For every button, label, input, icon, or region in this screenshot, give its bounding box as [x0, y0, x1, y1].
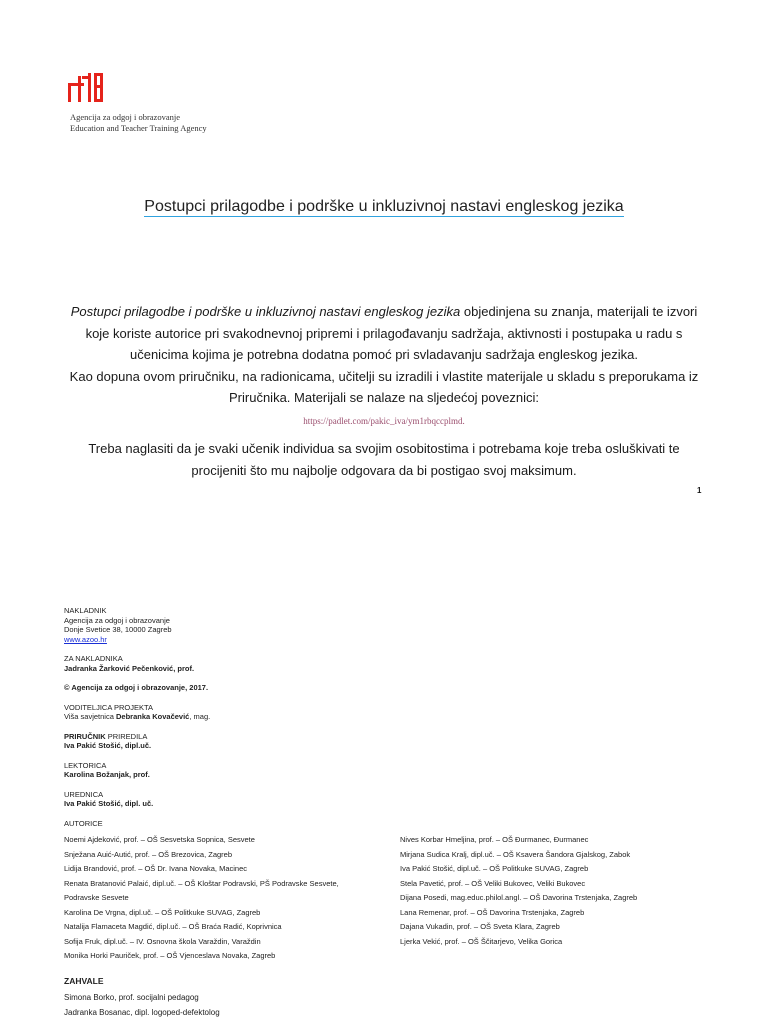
handbook-block — [64, 732, 210, 751]
page-number: 1 — [697, 486, 702, 495]
acknowledgements — [64, 974, 220, 1021]
agency-name-en: Education and Teacher Training Agency — [70, 123, 207, 133]
intro-italic-title: Postupci prilagodbe i podrške u inkluzivnoj nastavi engleskog jezika — [70, 304, 461, 319]
for-publisher-name: Jadranka Žarković Pečenković, prof. — [64, 663, 195, 673]
handbook-editor: Iva Pakić Stošić, dipl.uč. — [64, 741, 152, 750]
project-lead-name: Debranka Kovačević — [115, 712, 190, 721]
imprint — [64, 606, 210, 828]
proofreader-block — [64, 761, 210, 780]
author-entry: Mirjana Sudica Kralj, dipl.uč. – OŠ Ksavera Šandora Gjalskog, Zabok — [400, 849, 631, 859]
project-lead-suffix: , mag. — [189, 712, 211, 721]
author-entry: Nives Korbar Hmeljina, prof. – OŠ Đurmanec, Đurmanec — [400, 835, 589, 844]
intro-paragraph-1 — [62, 301, 706, 366]
project-lead-label: VODITELJICA PROJEKTA — [64, 702, 154, 712]
agency-logo-mark — [68, 73, 104, 108]
author-entry: Noemi Ajdeković, prof. – OŠ Sesvetska Sopnica, Sesvete — [64, 835, 255, 844]
intro-p1-text: objedinjena su znanja, materijali te izvori koje koriste autorice pri svakodnevnoj pripremi i prilagođavanju sadržaja, aktivnosti i postupaka u radu s učenicima kojima je potrebna dodatna pomoć pri svladavanju sadržaja engleskog jezika. — [85, 304, 698, 362]
intro-section: Postupci prilagodbe i podrške u inkluzivnoj nastavi engleskog jezika objedinjena su znanja, materijali te izvori koje koriste autorice pri svakodnevnoj pripremi i prilagođavanju sadržaja, aktivnosti i postupaka u radu s učenicima kojima je potrebna dodatna pomoć pri svladavanju sadržaja engleskog jezika. Kao dopuna ovom priručniku, na radionicama, učitelji su izradili i vlastite materijale u skladu s preporukama iz Priručnika. Materijali se nalaze na sljedećoj poveznici: https://padlet.com/pakic_iva/ym1rbqccplmd. Treba naglasiti da je svaki učenik individua sa svojim osobitostima i potrebama koje treba osluškivati te procijeniti što mu najbolje odgovara da bi postigao svoj maksimum. — [62, 301, 706, 481]
author-entry: Dijana Posedi, mag.educ.philol.angl. – OŠ Davorina Trstenjaka, Zagreb — [400, 893, 638, 902]
author-entry: Karolina De Vrgna, dipl.uč. – OŠ Politkuke SUVAG, Zagreb — [64, 907, 261, 917]
publisher-label: NAKLADNIK — [64, 606, 107, 615]
for-publisher-block — [64, 654, 210, 673]
author-entry: Sofija Fruk, dipl.uč. – IV. Osnovna škola Varaždin, Varaždin — [64, 936, 261, 946]
handbook-label-bold: PRIRUČNIK — [64, 731, 106, 741]
intro-paragraph-2: Kao dopuna ovom priručniku, na radionicama, učitelji su izradili i vlastite materijale u skladu s preporukama iz Priručnika. Materijali se nalaze na sljedećoj poveznici: — [69, 368, 699, 405]
acknowledgements-label: ZAHVALE — [64, 976, 104, 986]
authors-right-column — [400, 833, 730, 949]
intro-paragraph-3: Treba naglasiti da je svaki učenik individua sa svojim osobitostima i potrebama koje treba osluškivati te procijeniti što mu najbolje odgovara da bi postigao svoj maksimum. — [88, 441, 680, 478]
author-entry: Natalija Flamaceta Magdić, dipl.uč. – OŠ Braća Radić, Koprivnica — [64, 922, 282, 931]
padlet-link[interactable]: https://padlet.com/pakic_iva/ym1rbqccplmd — [303, 415, 463, 426]
author-entry: Snježana Auić-Autić, prof. – OŠ Brezovica, Zagreb — [64, 849, 232, 859]
authors-left-column — [64, 833, 384, 964]
project-lead-block — [64, 703, 210, 722]
editor-label: UREDNICA — [64, 789, 104, 799]
acknowledgement-entry: Simona Borko, prof. socijalni pedagog — [64, 992, 199, 1002]
agency-name-hr: Agencija za odgoj i obrazovanje — [70, 112, 180, 122]
publisher-block — [64, 606, 210, 644]
author-entry: Lana Remenar, prof. – OŠ Davorina Trstenjaka, Zagreb — [400, 907, 585, 917]
document-title — [0, 198, 768, 216]
project-lead-prefix: Viša savjetnica — [64, 712, 116, 721]
publisher-name: Agencija za odgoj i obrazovanje — [64, 615, 170, 625]
publisher-web-link[interactable]: www.azoo.hr — [64, 634, 107, 644]
editor-name: Iva Pakić Stošić, dipl. uč. — [64, 799, 154, 808]
author-entry: Monika Horki Pauriček, prof. – OŠ Vjenceslava Novaka, Zagreb — [64, 951, 276, 960]
author-entry: Ljerka Vekić, prof. – OŠ Ščitarjevo, Velika Gorica — [400, 936, 563, 946]
for-publisher-label: ZA NAKLADNIKA — [64, 654, 123, 663]
copyright: © Agencija za odgoj i obrazovanje, 2017. — [64, 683, 209, 692]
author-entry: Stela Pavetić, prof. – OŠ Veliki Bukovec, Veliki Bukovec — [400, 878, 586, 888]
agency-logo-icon — [68, 73, 104, 103]
proofreader-name: Karolina Božanjak, prof. — [64, 770, 150, 779]
publisher-address: Donje Svetice 38, 10000 Zagreb — [64, 625, 172, 634]
document-title-text: Postupci prilagodbe i podrške u inkluzivnoj nastavi engleskog jezika — [144, 198, 624, 215]
author-entry: Iva Pakić Stošić, dipl.uč. – OŠ Politkuke SUVAG, Zagreb — [400, 864, 589, 873]
acknowledgement-entry: Jadranka Bosanac, dipl. logoped-defektolog — [64, 1008, 220, 1017]
handbook-label-rest: PRIREDILA — [105, 731, 148, 741]
author-entry: Podravske Sesvete — [64, 893, 129, 902]
author-entry: Dajana Vukadin, prof. – OŠ Sveta Klara, Zagreb — [400, 922, 560, 931]
authors-label: AUTORICE — [64, 818, 103, 828]
author-entry: Renata Bratanović Palaić, dipl.uč. – OŠ Kloštar Podravski, PŠ Podravske Sesvete, — [64, 878, 339, 888]
author-entry: Lidija Brandović, prof. – OŠ Dr. Ivana Novaka, Macinec — [64, 864, 248, 873]
agency-name — [70, 112, 207, 134]
editor-block — [64, 790, 210, 809]
proofreader-label: LEKTORICA — [64, 760, 107, 770]
